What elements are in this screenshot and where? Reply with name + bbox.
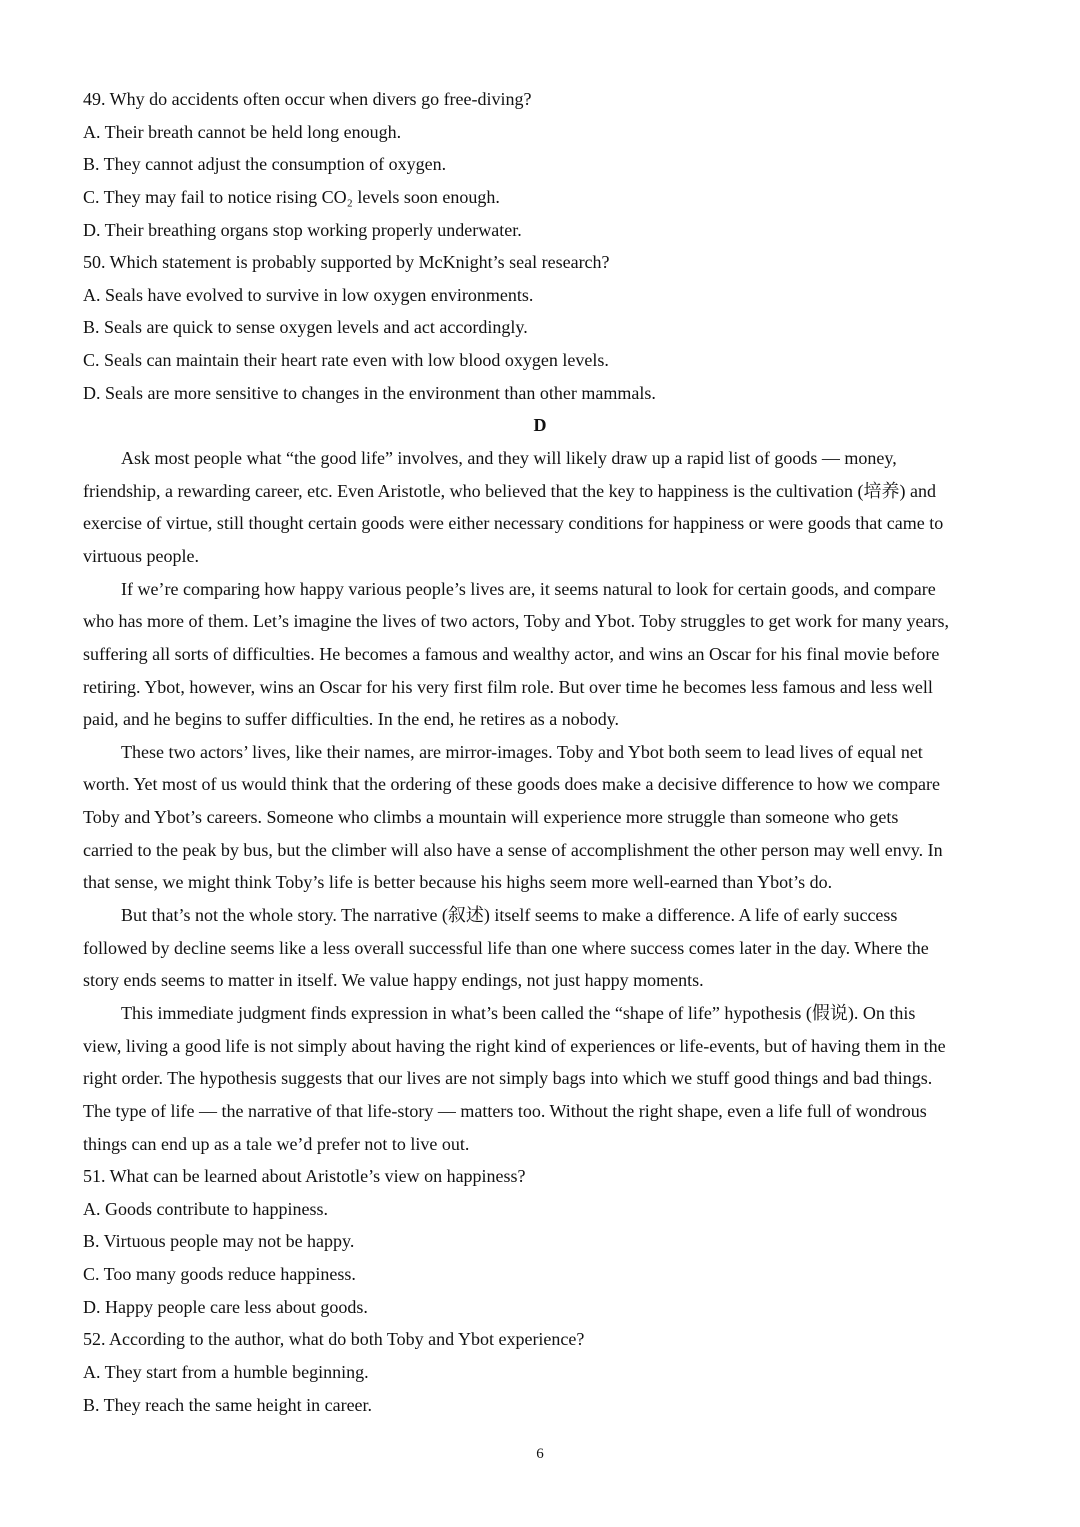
document-body [83,83,1013,1421]
text-line: C. They may fail to notice rising CO₂ levels soon enough. [83,186,500,207]
text-line: view, living a good life is not simply about having the right kind of experiences or life-events, but of having them in the [83,1035,946,1056]
text-line: followed by decline seems like a less overall successful life than one where success comes later in the day. Where the [83,937,929,958]
text-line: B. Virtuous people may not be happy. [83,1231,355,1252]
text-line: This immediate judgment finds expression in what’s been called the “shape of life” hypothesis (假说). On this [121,1002,916,1023]
text-line: carried to the peak by bus, but the climber will also have a sense of accomplishment the other person may well envy. In [83,839,943,860]
text-line: D. Seals are more sensitive to changes in the environment than other mammals. [83,382,656,403]
text-line: things can end up as a tale we’d prefer not to live out. [83,1133,470,1154]
text-line: A. Goods contribute to happiness. [83,1198,328,1219]
text-line: D. Happy people care less about goods. [83,1296,368,1317]
text-line: right order. The hypothesis suggests that our lives are not simply bags into which we stuff good things and bad things. [83,1068,933,1089]
text-line: A. They start from a humble beginning. [83,1361,369,1382]
section-heading: D [533,415,547,436]
text-line: C. Seals can maintain their heart rate even with low blood oxygen levels. [83,350,609,371]
text-line: Toby and Ybot’s careers. Someone who climbs a mountain will experience more struggle than someone who gets [83,807,899,828]
text-line: B. They cannot adjust the consumption of oxygen. [83,154,447,175]
text-line: retiring. Ybot, however, wins an Oscar for his very first film role. But over time he becomes less famous and less well [83,676,933,697]
text-line: who has more of them. Let’s imagine the lives of two actors, Toby and Ybot. Toby struggles to get work for many years, [83,611,949,632]
text-line: suffering all sorts of difficulties. He becomes a famous and wealthy actor, and wins an Oscar for his final movie before [83,643,940,664]
page-number: 6 [536,1446,544,1462]
text-line: virtuous people. [83,545,199,566]
text-line: 52. According to the author, what do both Toby and Ybot experience? [83,1329,585,1350]
text-line: story ends seems to matter in itself. We value happy endings, not just happy moments. [83,970,704,991]
text-line: D. Their breathing organs stop working properly underwater. [83,219,522,240]
text-line: B. Seals are quick to sense oxygen levels and act accordingly. [83,317,528,338]
text-line: friendship, a rewarding career, etc. Even Aristotle, who believed that the key to happiness is the cultivation (培养) and [83,480,937,501]
text-line: 50. Which statement is probably supported by McKnight’s seal research? [83,252,610,273]
text-line: B. They reach the same height in career. [83,1394,373,1415]
text-line: C. Too many goods reduce happiness. [83,1264,356,1285]
text-line: But that’s not the whole story. The narrative (叙述) itself seems to make a difference. A life of early success [121,905,898,926]
text-line: The type of life — the narrative of that life-story — matters too. Without the right shape, even a life full of wondrous [83,1100,927,1121]
text-line: A. Their breath cannot be held long enough. [83,121,402,142]
text-line: If we’re comparing how happy various people’s lives are, it seems natural to look for certain goods, and compare [121,578,936,599]
text-line: worth. Yet most of us would think that the ordering of these goods does make a decisive difference to how we compare [83,774,940,795]
text-line: These two actors’ lives, like their names, are mirror-images. Toby and Ybot both seem to lead lives of equal net [121,741,923,762]
text-line: Ask most people what “the good life” involves, and they will likely draw up a rapid list of goods — money, [121,448,897,469]
text-line: paid, and he begins to suffer difficulties. In the end, he retires as a nobody. [83,709,620,730]
text-line: 49. Why do accidents often occur when divers go free-diving? [83,89,532,109]
text-line: 51. What can be learned about Aristotle’s view on happiness? [83,1166,526,1187]
text-line: A. Seals have evolved to survive in low oxygen environments. [83,284,534,305]
text-line: that sense, we might think Toby’s life is better because his highs seem more well-earned than Ybot’s do. [83,872,833,893]
text-line: exercise of virtue, still thought certain goods were either necessary conditions for happiness or were goods that came to [83,513,944,534]
